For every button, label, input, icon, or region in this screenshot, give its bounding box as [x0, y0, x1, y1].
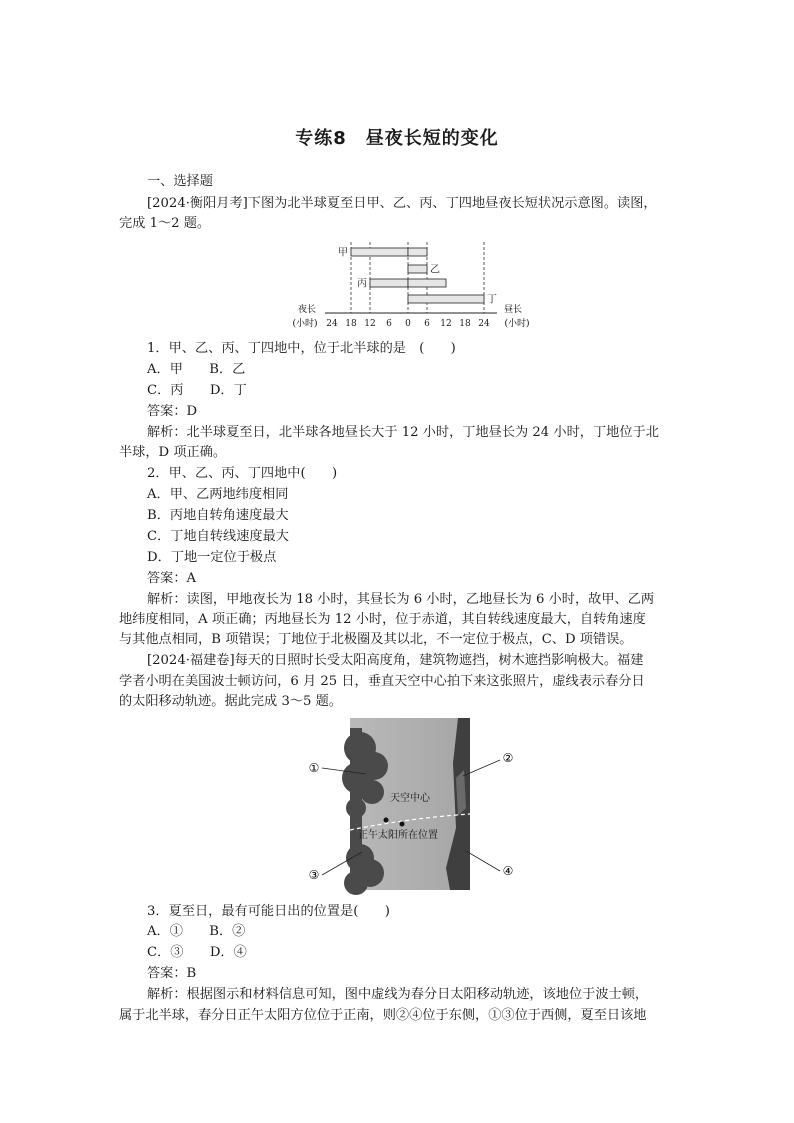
- q3-options-2: C．③ D．④: [147, 945, 247, 960]
- left-axis-label-1: 夜长: [297, 305, 317, 315]
- day-bar-1: [408, 248, 427, 256]
- tick-label-3: 12: [364, 319, 376, 329]
- marker-2: ②: [502, 751, 514, 765]
- tick-label-7: 12: [440, 319, 452, 329]
- right-axis-label-1: 昼长: [503, 305, 523, 315]
- sky-center-label: 天空中心: [390, 793, 430, 804]
- q3-analysis-1: 解析：根据图示和材料信息可知，图中虚线为春分日太阳移动轨迹，该地位于波士顿，: [147, 987, 649, 1002]
- category-label-2: 乙: [430, 264, 440, 276]
- q2-stem: 2．甲、乙、丙、丁四地中( ): [147, 466, 338, 481]
- marker-3: ③: [308, 868, 320, 882]
- q1-options-2: C．丙 D．丁: [147, 383, 247, 398]
- q2-option-d: D．丁地一定位于极点: [147, 550, 277, 565]
- q2-answer: 答案：A: [147, 571, 197, 586]
- day-bar-3: [408, 279, 446, 287]
- day-night-chart: [285, 238, 535, 334]
- tick-label-5: 0: [405, 319, 411, 329]
- q1-answer: 答案：D: [147, 404, 198, 419]
- category-label-1: 甲: [338, 247, 348, 259]
- q3-answer: 答案：B: [147, 966, 197, 981]
- q2-option-b: B．丙地自转角速度最大: [147, 508, 289, 523]
- q2-analysis-2: 地纬度相同，A 项正确；丙地昼长为 12 小时，位于赤道，其自转线速度最大，自转角速度: [119, 612, 646, 627]
- q3-stem: 3．夏至日，最有可能日出的位置是( ): [147, 904, 390, 919]
- q1-analysis-2: 半球，D 项正确。: [119, 445, 227, 460]
- q1-analysis-1: 解析：北半球夏至日，北半球各地昼长大于 12 小时，丁地昼长为 24 小时，丁地位于北: [147, 425, 659, 440]
- category-label-3: 丙: [357, 278, 367, 290]
- intro-1-line-2: 完成 1～2 题。: [119, 216, 211, 231]
- tick-label-9: 24: [478, 319, 490, 329]
- intro-2-line-2: 学者小明在美国波士顿访问，6 月 25 日，垂直天空中心拍下来这张照片，虚线表示春分日: [119, 674, 645, 689]
- page-title: 专练8 昼夜长短的变化: [295, 128, 499, 149]
- intro-2-line-1: [2024·福建卷]每天的日照时长受太阳高度角，建筑物遮挡，树木遮挡影响极大。福建: [147, 653, 644, 668]
- sky-center-dot: [384, 818, 389, 823]
- tick-label-6: 6: [424, 319, 430, 329]
- q1-stem: 1．甲、乙、丙、丁四地中，位于北半球的是 ( ): [147, 341, 456, 356]
- noon-sun-dot: [400, 822, 405, 827]
- day-bar-2: [408, 265, 427, 273]
- intro-2-line-3: 的太阳移动轨迹。据此完成 3～5 题。: [119, 694, 342, 709]
- day-bar-4: [408, 295, 484, 303]
- q2-analysis-3: 与其他点相同，B 项错误；丁地位于北极圈及其以北，不一定位于极点，C、D 项错误。: [119, 632, 633, 647]
- q3-analysis-2: 属于北半球，春分日正午太阳方位位于正南，则②④位于东侧，①③位于西侧，夏至日该地: [119, 1008, 647, 1023]
- tick-label-8: 18: [459, 319, 471, 329]
- tick-label-4: 6: [386, 319, 392, 329]
- night-bar-3: [370, 279, 408, 287]
- sky-photo-figure: [300, 718, 530, 918]
- q2-option-c: C．丁地自转线速度最大: [147, 529, 289, 544]
- section-heading: 一、选择题: [147, 174, 213, 189]
- q2-analysis-1: 解析：读图，甲地夜长为 18 小时，其昼长为 6 小时，乙地昼长为 6 小时，故甲、乙两: [147, 592, 655, 607]
- left-axis-label-2: (小时): [292, 319, 318, 329]
- q2-option-a: A．甲、乙两地纬度相同: [147, 487, 289, 502]
- category-label-4: 丁: [487, 294, 497, 306]
- tick-label-1: 24: [326, 319, 338, 329]
- noon-sun-label: 正午太阳所在位置: [358, 830, 438, 841]
- q1-options-1: A．甲 B．乙: [147, 362, 246, 377]
- marker-4: ④: [502, 864, 514, 878]
- intro-1-line-1: [2024·衡阳月考]下图为北半球夏至日甲、乙、丙、丁四地昼夜长短状况示意图。读图，: [147, 196, 657, 211]
- marker-1: ①: [308, 761, 320, 775]
- tick-label-2: 18: [345, 319, 357, 329]
- right-axis-label-2: (小时): [504, 319, 530, 329]
- night-bar-1: [351, 248, 408, 256]
- q3-options-1: A．① B．②: [147, 924, 246, 939]
